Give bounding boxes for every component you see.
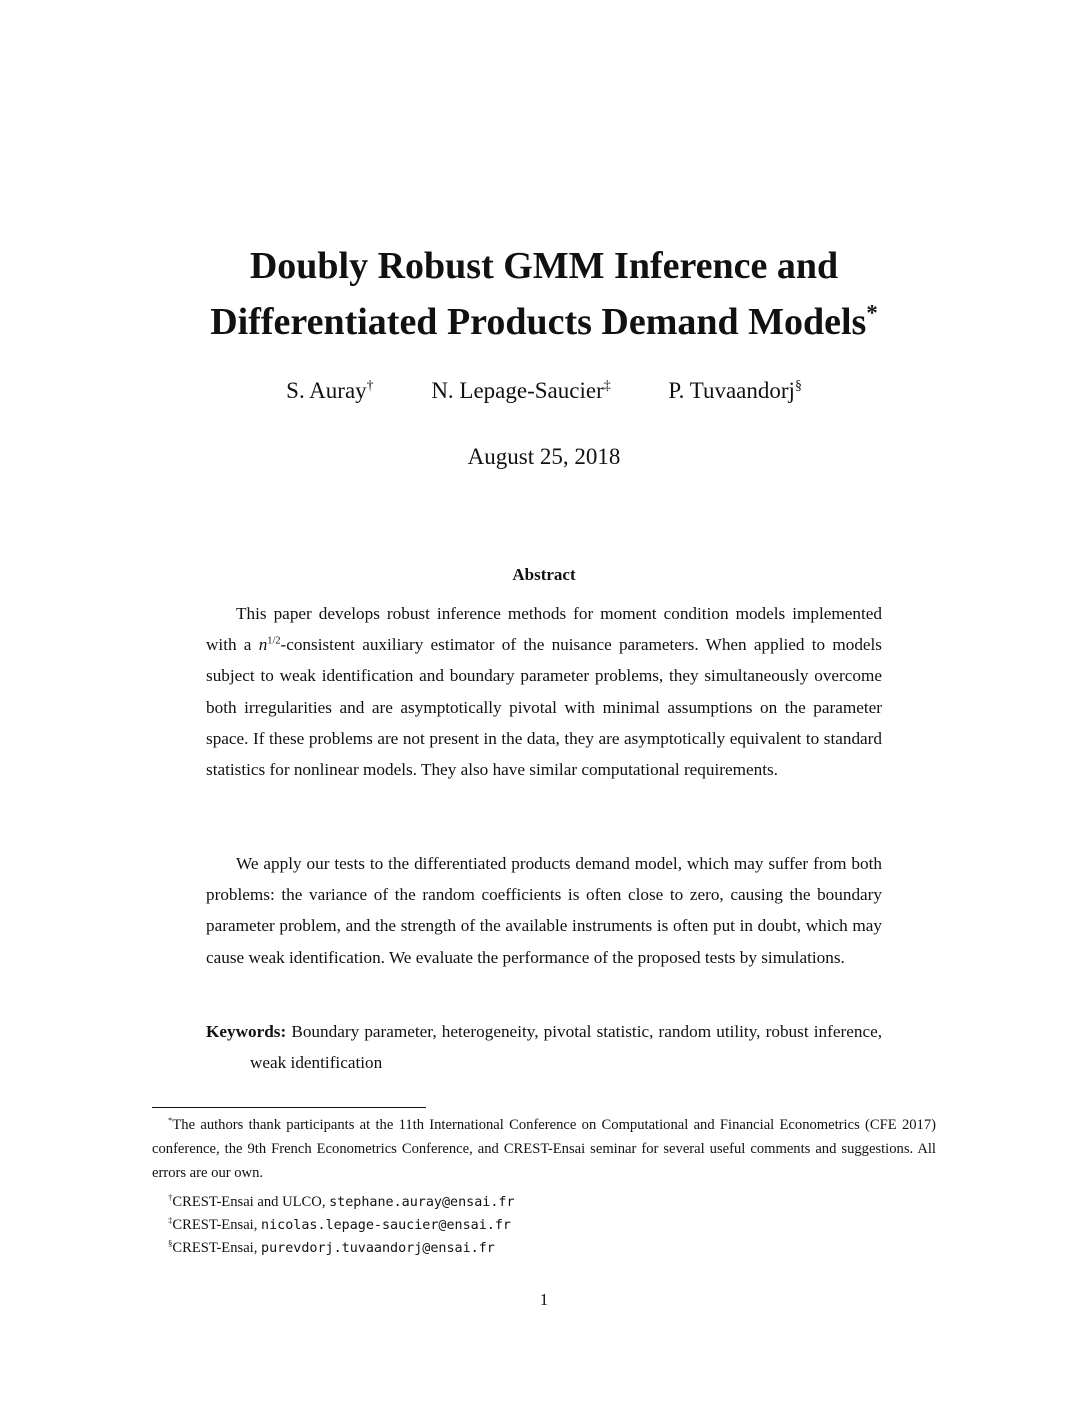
- footnote-text: CREST-Ensai,: [172, 1217, 262, 1233]
- abstract-heading: Abstract: [512, 565, 576, 584]
- footnote-mark: †: [168, 1192, 173, 1203]
- paper-title-line-1: Doubly Robust GMM Inference and: [249, 245, 839, 287]
- author-list: [0, 378, 1088, 404]
- author-lepage-saucier: [431, 378, 610, 404]
- keywords: [206, 1016, 882, 1078]
- title-footnote-mark: *: [866, 300, 878, 326]
- math-n: n: [258, 635, 268, 655]
- author-tuvaandorj: [668, 378, 801, 404]
- abstract-paragraph-1: [206, 598, 882, 785]
- author-name: S. Auray: [286, 378, 367, 403]
- abstract-paragraph-2: We apply our tests to the differentiated products demand model, which may suffer from both problems: the variance of the random coefficients is often close to zero, causing the boundary parameter problem, and the strength of the available instruments is often put in doubt, which may cause weak identification. We evaluate the performance of the proposed tests by simulations.: [206, 854, 882, 967]
- email-link-lepage-saucier[interactable]: nicolas.lepage-saucier@ensai.fr: [261, 1218, 511, 1233]
- abstract-p1-end: -consistent auxiliary estimator of the nuisance parameters. When applied to models subject to weak identification and boundary parameter problems, they simultaneously overcome both irregularities and are asymptotically pivotal with minimal assumptions on the parameter space. If these problems are not present in the data, they are asymptotically equivalent to standard statistics for nonlinear models. They also have similar computational requirements.: [206, 635, 883, 780]
- footnote-text: The authors thank participants at the 11th International Conference on Computational and Financial Econometrics (CFE 2017) conference, the 9th French Econometrics Conference, and CREST-Ensai seminar for several useful comments and suggestions. All errors are our own.: [152, 1117, 936, 1181]
- footnote-lepage-saucier: [152, 1214, 952, 1238]
- page-number: 1: [539, 1290, 549, 1309]
- math-exponent: 1/2: [267, 635, 281, 647]
- author-name: P. Tuvaandorj: [668, 378, 795, 403]
- author-name: N. Lepage-Saucier: [431, 378, 604, 403]
- paper-title-line-2: [0, 290, 1088, 354]
- keywords-label: Keywords:: [206, 1022, 287, 1041]
- email-link-tuvaandorj[interactable]: purevdorj.tuvaandorj@ensai.fr: [261, 1241, 495, 1256]
- footnote-text: CREST-Ensai,: [172, 1240, 262, 1256]
- author-auray: [286, 378, 373, 404]
- abstract-p1-start: This paper develops robust inference methods for moment condition models implemented with a: [206, 604, 882, 655]
- footnote-mark: ‡: [168, 1215, 173, 1226]
- keywords-text: Boundary parameter, heterogeneity, pivotal statistic, random utility, robust inference, weak identification: [250, 1022, 882, 1073]
- footnote-text: CREST-Ensai and ULCO,: [172, 1194, 330, 1210]
- author-footnote-mark: ‡: [603, 377, 611, 393]
- author-footnote-mark: §: [794, 377, 802, 393]
- footnote-divider: [152, 1107, 426, 1108]
- footnote-mark: §: [168, 1238, 173, 1249]
- footnote-tuvaandorj: [152, 1237, 952, 1261]
- paper-title-line-2-text: Differentiated Products Demand Models: [210, 301, 867, 343]
- publication-date: August 25, 2018: [467, 444, 621, 469]
- author-footnote-mark: †: [366, 377, 374, 393]
- footnote-auray: [152, 1191, 952, 1215]
- footnote-acknowledgement: [152, 1114, 936, 1185]
- email-link-auray[interactable]: stephane.auray@ensai.fr: [329, 1195, 515, 1210]
- footnote-mark: *: [168, 1115, 173, 1126]
